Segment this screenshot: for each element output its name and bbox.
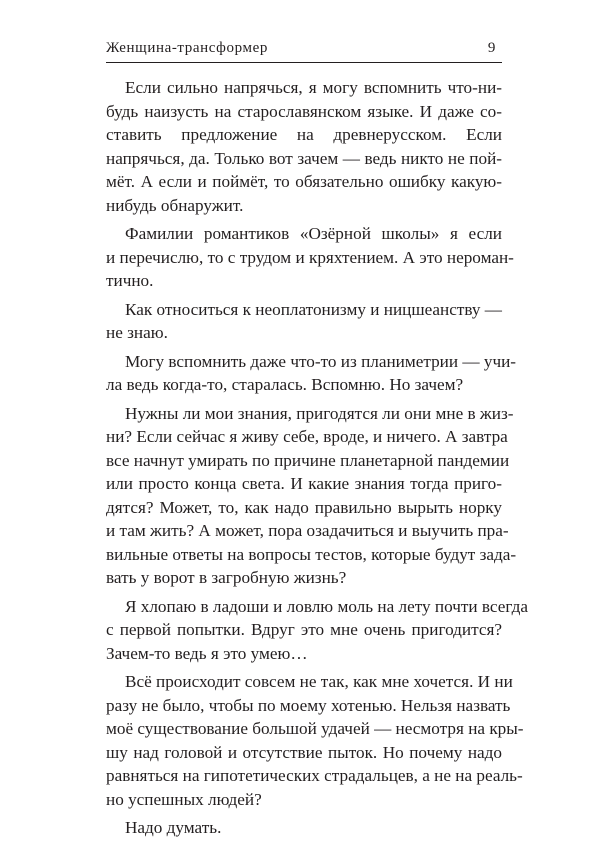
paragraph <box>106 816 502 840</box>
text-line: и там жить? А может, пора озадачиться и выучить пра- <box>106 521 509 540</box>
running-header <box>106 40 502 63</box>
text-line: Нужны ли мои знания, пригодятся ли они мне в жиз- <box>125 403 514 423</box>
text-line: Зачем-то ведь я это умею… <box>106 643 308 663</box>
paragraph <box>106 670 524 811</box>
text-line: Как относиться к неоплатонизму и ницшеанству — <box>125 299 502 319</box>
text-line: не знаю. <box>106 323 168 342</box>
text-line: вать у ворот в загробную жизнь? <box>106 568 347 587</box>
text-line: Могу вспомнить даже что-то из планиметрии — учи- <box>125 351 517 371</box>
text-line: Всё происходит совсем не так, как мне хочется. И ни <box>125 672 513 691</box>
paragraph <box>106 350 517 397</box>
text-line: тично. <box>106 271 154 290</box>
text-line: будь наизусть на старославянском языке. И даже со- <box>106 101 502 121</box>
text-line: ла ведь когда-то, старалась. Вспомню. Но зачем? <box>106 375 464 394</box>
text-line: Надо думать. <box>125 818 222 837</box>
page-number: 9 <box>487 40 496 56</box>
text-line: Фамилии романтиков «Озёрной школы» я если <box>125 224 502 243</box>
text-line: ставить предложение на древнерусском. Если <box>106 125 502 144</box>
paragraph <box>106 595 528 666</box>
running-title: Женщина-трансформер <box>106 40 268 56</box>
text-line: напрячься, да. Только вот зачем — ведь никто не пой- <box>106 148 502 168</box>
text-line: мёт. А если и поймёт, то обязательно ошибку какую- <box>106 172 502 191</box>
text-line: или просто конца света. И какие знания тогда приго- <box>106 474 502 493</box>
text-line: с первой попытки. Вдруг это мне очень пригодится? <box>106 620 502 639</box>
text-line: вильные ответы на вопросы тестов, которые будут зада- <box>106 544 517 564</box>
text-line: Я хлопаю в ладоши и ловлю моль на лету почти всегда <box>125 596 528 616</box>
text-line: дятся? Может, то, как надо правильно вырыть норку <box>106 497 502 517</box>
text-line: разу не было, чтобы по моему хотенью. Нельзя назвать <box>106 695 511 715</box>
text-line: ни? Если сейчас я живу себе, вроде, и ничего. А завтра <box>106 427 508 446</box>
text-line: но успешных людей? <box>106 789 262 809</box>
text-line: шу над головой и отсутствие пыток. Но почему надо <box>106 742 502 762</box>
text-line: и перечислю, то с трудом и кряхтением. А это нероман- <box>106 247 514 267</box>
paragraph <box>106 402 517 590</box>
paragraph <box>106 76 502 217</box>
paragraph <box>106 298 502 345</box>
paragraph <box>106 222 514 293</box>
text-line: нибудь обнаружит. <box>106 195 244 215</box>
text-line: равняться на гипотетических страдальцев, а не на реаль- <box>106 766 523 785</box>
text-line: все начнут умирать по причине планетарной пандемии <box>106 450 510 470</box>
text-line: Если сильно напрячься, я могу вспомнить что-ни- <box>125 78 502 97</box>
body-text <box>106 76 528 845</box>
text-line: моё существование большой удачей — несмотря на кры- <box>106 719 524 738</box>
